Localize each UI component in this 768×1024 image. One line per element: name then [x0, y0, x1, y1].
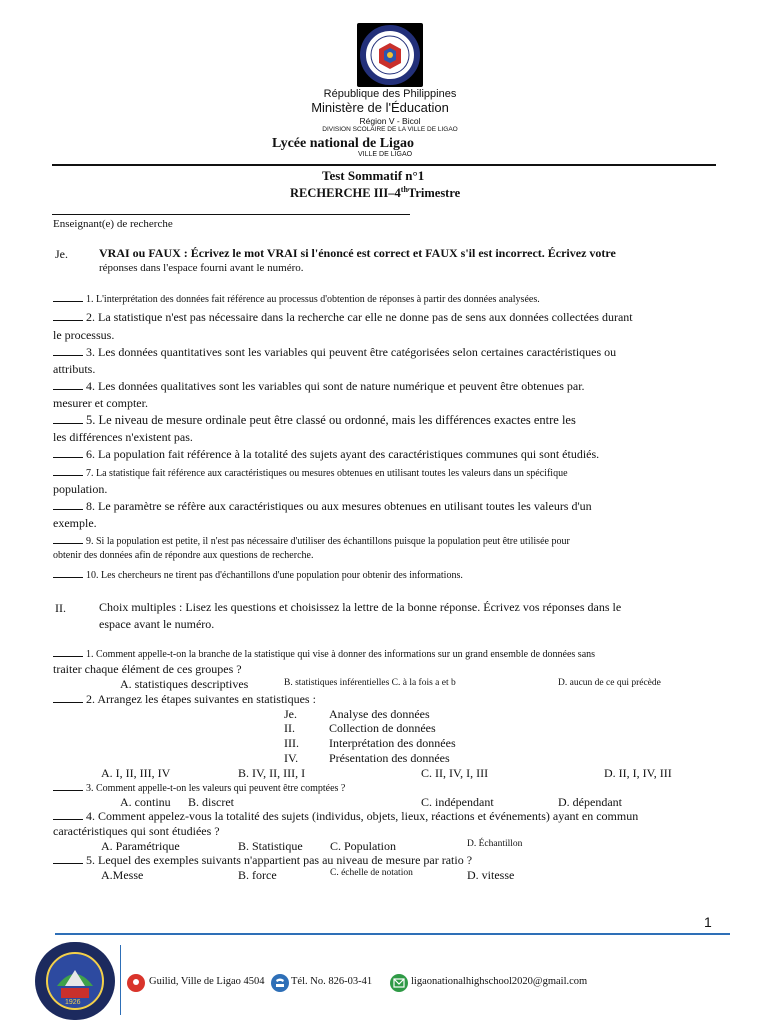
mc2-option-d: D. II, I, IV, III	[604, 766, 672, 780]
answer-blank[interactable]	[53, 781, 83, 791]
subject-sup: th	[400, 185, 408, 194]
answer-blank[interactable]	[53, 292, 83, 302]
header-divider	[52, 164, 716, 166]
mc-question-1-cont: traiter chaque élément de ces groupes ?	[53, 662, 242, 676]
answer-blank[interactable]	[53, 346, 83, 356]
teacher-label: Enseignant(e) de recherche	[53, 218, 173, 230]
mc-question-text: 1. Comment appelle-t-on la branche de la statistique qui vise à donner des informations sur un grand ensemble de données sans	[86, 649, 596, 660]
answer-blank[interactable]	[53, 647, 83, 657]
footer-email[interactable]: ligaonationalhighschool2020@gmail.com	[411, 976, 588, 987]
tf-item-8	[53, 499, 592, 514]
tf-item-2	[53, 310, 633, 325]
mc3-option-d: D. dépendant	[558, 795, 622, 809]
mc-question-5	[53, 853, 472, 868]
answer-blank[interactable]	[53, 448, 83, 458]
tf-item-6	[53, 447, 599, 462]
tf-item-4	[53, 379, 585, 394]
tf-item-text: 5. Le niveau de mesure ordinale peut être classé ou ordonné, mais les différences exactes entre les	[86, 413, 576, 427]
part2-number: II.	[55, 601, 66, 615]
tf-item-7-cont: population.	[53, 482, 108, 496]
deped-seal-logo	[357, 23, 423, 87]
mc-question-text: 2. Arrangez les étapes suivantes en statistiques :	[86, 692, 316, 706]
footer-address: Guilid, Ville de Ligao 4504	[149, 976, 265, 987]
subject-pre: RECHERCHE III–4	[290, 186, 401, 201]
part1-instruction-cont: réponses dans l'espace fourni avant le numéro.	[99, 262, 304, 274]
mc-question-1	[53, 647, 595, 660]
answer-blank[interactable]	[53, 466, 83, 476]
step-number: Je.	[284, 707, 297, 721]
mc-question-text: 4. Comment appelez-vous la totalité des sujets (individus, objets, lieux, réactions et événements) ayant en commun	[86, 809, 639, 823]
answer-blank[interactable]	[53, 414, 83, 424]
part2-instruction: Choix multiples : Lisez les questions et choisissez la lettre de la bonne réponse. Écrivez vos réponses dans le	[99, 600, 622, 614]
answer-blank[interactable]	[53, 311, 83, 321]
mc4-option-a: A. Paramétrique	[101, 839, 180, 853]
mc3-option-b: B. discret	[188, 795, 234, 809]
mc-question-4-cont: caractéristiques qui sont étudiées ?	[53, 824, 220, 838]
answer-blank[interactable]	[53, 693, 83, 703]
mc-question-text: 5. Lequel des exemples suivants n'appartient pas au niveau de mesure par ratio ?	[86, 853, 473, 867]
mc2-option-a: A. I, II, III, IV	[101, 766, 171, 780]
step-number: IV.	[284, 751, 299, 765]
mc1-option-d: D. aucun de ce qui précède	[558, 678, 661, 688]
tf-item-10	[53, 568, 463, 581]
mc5-option-b: B. force	[238, 868, 277, 882]
tf-item-5	[53, 413, 576, 428]
division-label: DIVISION SCOLAIRE DE LA VILLE DE LIGAO	[322, 126, 458, 133]
mc2-option-c: C. II, IV, I, III	[421, 766, 489, 780]
region-label: Région V - Bicol	[359, 116, 421, 126]
step-label: Collection de données	[329, 721, 436, 735]
part1-number: Je.	[55, 247, 68, 261]
mc4-option-d: D. Échantillon	[467, 839, 523, 849]
tf-item-3	[53, 345, 616, 360]
footer-divider	[55, 933, 730, 935]
footer-phone: Tél. No. 826-03-41	[291, 976, 373, 987]
tf-item-text: 6. La population fait référence à la totalité des sujets ayant des caractéristiques communes qui sont étudiés.	[86, 447, 600, 461]
mc3-option-a: A. continu	[120, 795, 171, 809]
step-number: II.	[284, 721, 295, 735]
mc-question-3	[53, 781, 345, 794]
answer-blank[interactable]	[53, 534, 83, 544]
school-logo	[35, 942, 115, 1020]
tf-item-text: 1. L'interprétation des données fait référence au processus d'obtention de réponses à partir des données analysées.	[86, 294, 540, 305]
mc4-option-b: B. Statistique	[238, 839, 303, 853]
mc3-option-c: C. indépendant	[421, 795, 494, 809]
tf-item-text: 10. Les chercheurs ne tirent pas d'échantillons d'une population pour obtenir des informations.	[86, 570, 463, 581]
tf-item-2-cont: le processus.	[53, 328, 115, 342]
footer-separator	[120, 945, 121, 1015]
step-label: Présentation des données	[329, 751, 450, 765]
step-label: Interprétation des données	[329, 736, 456, 750]
phone-icon	[271, 974, 289, 992]
tf-item-8-cont: exemple.	[53, 516, 97, 530]
tf-item-5-cont: les différences n'existent pas.	[53, 430, 193, 444]
ministry-label: Ministère de l'Éducation	[311, 100, 449, 115]
part1-instruction: VRAI ou FAUX : Écrivez le mot VRAI si l'énoncé est correct et FAUX s'il est incorrect. Écrivez votre	[99, 246, 616, 260]
mc-question-4	[53, 809, 638, 824]
mc5-option-d: D. vitesse	[467, 868, 515, 882]
mc-question-2	[53, 692, 316, 707]
mc-question-text: 3. Comment appelle-t-on les valeurs qui peuvent être comptées ?	[86, 783, 346, 794]
answer-blank[interactable]	[53, 810, 83, 820]
answer-blank[interactable]	[53, 380, 83, 390]
answer-blank[interactable]	[53, 500, 83, 510]
step-label: Analyse des données	[329, 707, 430, 721]
mc1-option-a: A. statistiques descriptives	[120, 677, 249, 691]
tf-item-text: 2. La statistique n'est pas nécessaire dans la recherche car elle ne donne pas de sens aux données collectées durant	[86, 310, 633, 324]
part2-instruction-cont: espace avant le numéro.	[99, 617, 215, 631]
tf-item-text: 7. La statistique fait référence aux caractéristiques ou mesures obtenues en utilisant toutes les valeurs dans un spécifique	[86, 468, 568, 479]
tf-item-9-cont: obtenir des données afin de répondre aux questions de recherche.	[53, 550, 314, 561]
subject-title	[290, 185, 460, 201]
mc5-option-c: C. échelle de notation	[330, 868, 413, 878]
tf-item-text: 4. Les données qualitatives sont les variables qui sont de nature numérique et peuvent être obtenues par.	[86, 379, 585, 393]
mc5-option-a: A.Messe	[101, 868, 144, 882]
tf-item-3-cont: attributs.	[53, 362, 96, 376]
page-number: 1	[704, 914, 712, 930]
test-title: Test Sommatif n°1	[322, 168, 425, 183]
tf-item-7	[53, 466, 568, 479]
location-pin-icon	[127, 974, 145, 992]
tf-item-text: 3. Les données quantitatives sont les variables qui peuvent être catégorisées selon certaines caractéristiques ou	[86, 345, 617, 359]
tf-item-text: 9. Si la population est petite, il n'est pas nécessaire d'utiliser des échantillons puisque la population peut être utilisée pour	[86, 536, 570, 547]
mc2-option-b: B. IV, II, III, I	[238, 766, 306, 780]
republic-label: République des Philippines	[323, 88, 457, 100]
tf-item-9	[53, 534, 570, 547]
step-number: III.	[284, 736, 299, 750]
answer-blank[interactable]	[53, 854, 83, 864]
logo-year: 1926	[65, 999, 81, 1006]
subject-post: Trimestre	[407, 186, 461, 201]
tf-item-1	[53, 292, 540, 305]
answer-blank[interactable]	[53, 568, 83, 578]
email-icon	[390, 974, 408, 992]
tf-item-text: 8. Le paramètre se réfère aux caractéristiques ou aux mesures obtenues en utilisant toutes les valeurs d'un	[86, 499, 592, 513]
mc1-option-b-c: B. statistiques inférentielles C. à la fois a et b	[284, 678, 456, 688]
teacher-signature-line	[52, 214, 410, 215]
tf-item-4-cont: mesurer et compter.	[53, 396, 148, 410]
mc4-option-c: C. Population	[330, 839, 397, 853]
city-label: VILLE DE LIGAO	[358, 151, 413, 158]
school-name: Lycée national de Ligao	[272, 136, 414, 151]
